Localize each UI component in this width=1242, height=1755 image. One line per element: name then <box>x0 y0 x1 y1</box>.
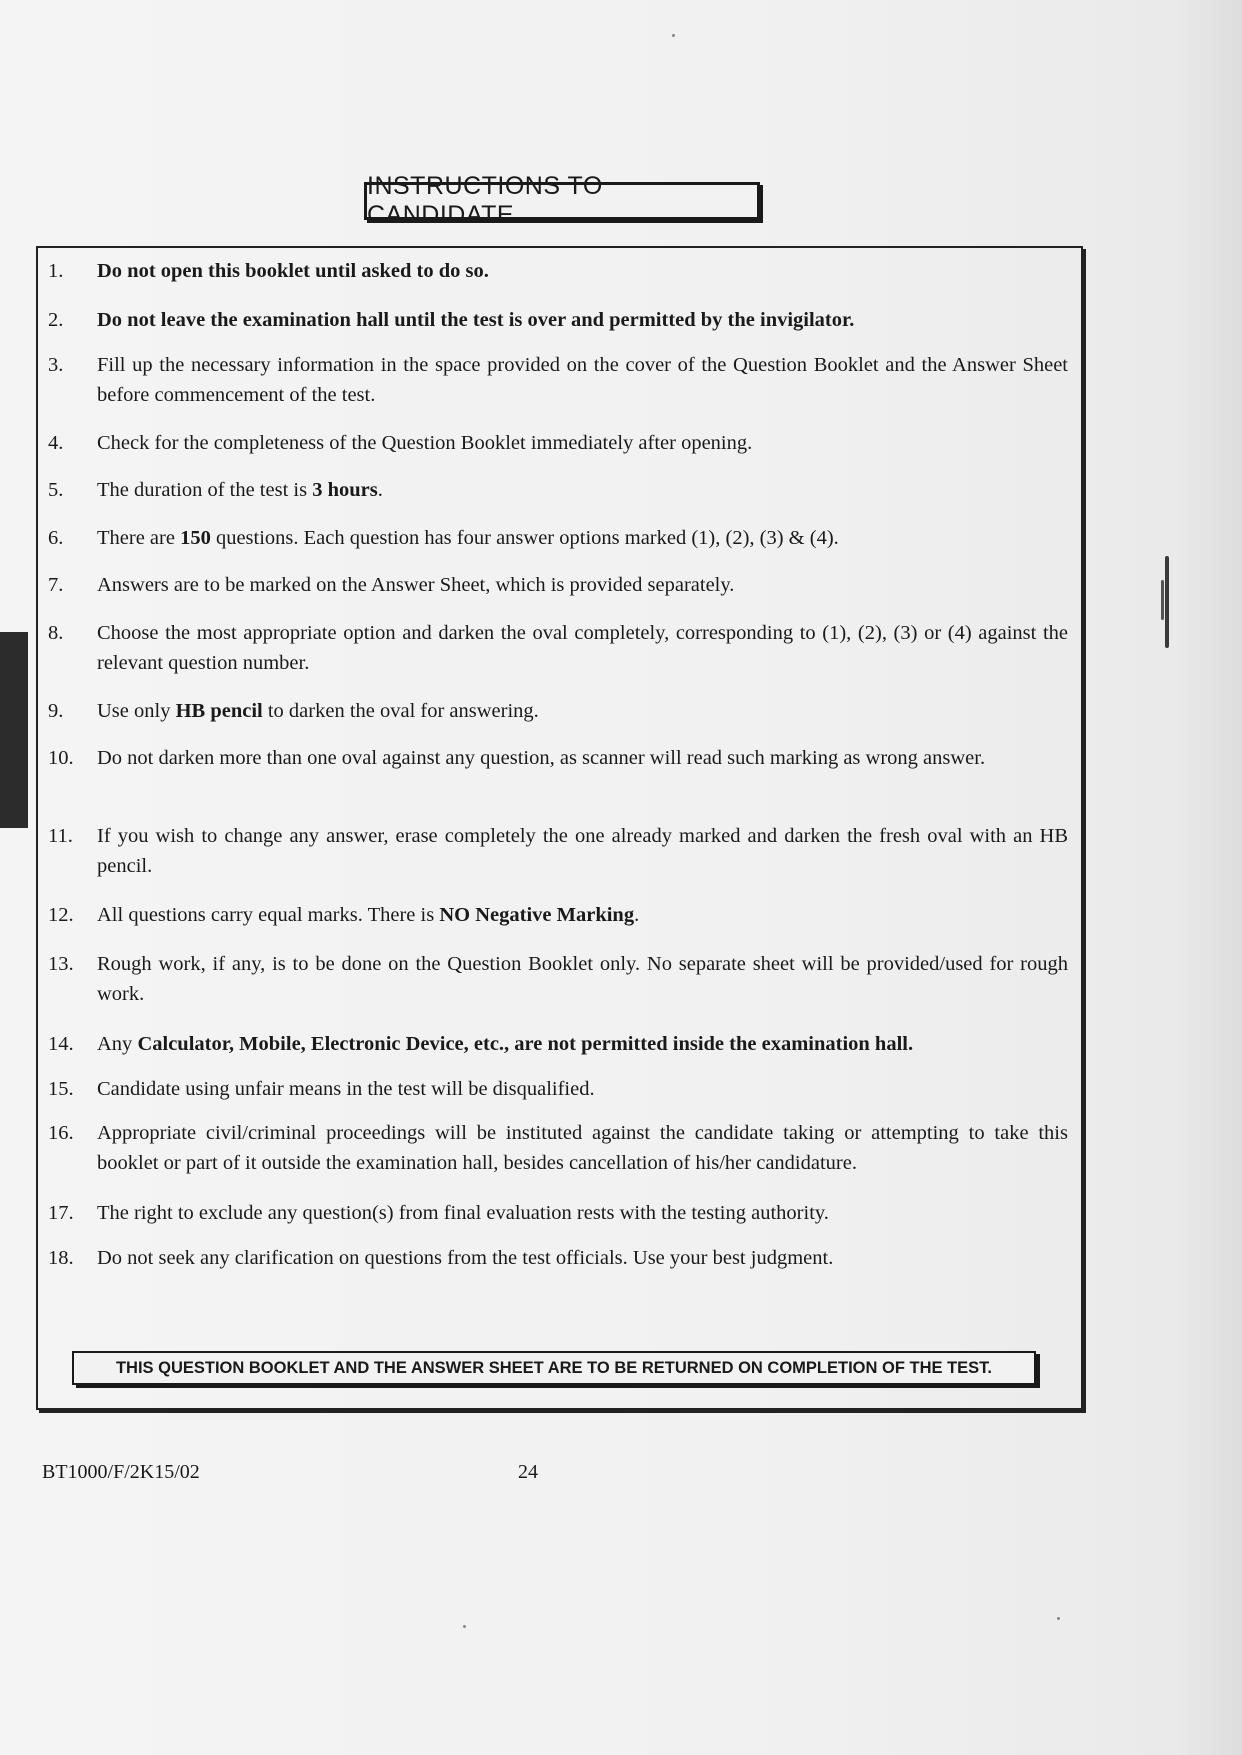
instruction-number: 18. <box>48 1247 74 1269</box>
instruction-text-run: Do not darken more than one oval against any question, as scanner will read such marking as wrong answer. <box>97 747 986 769</box>
instruction-text <box>97 900 1068 930</box>
instruction-item <box>48 475 1068 505</box>
instruction-number: 16. <box>48 1122 74 1144</box>
instruction-text-run: . <box>377 479 383 501</box>
instruction-text <box>97 696 1068 726</box>
instruction-text <box>97 1074 1068 1104</box>
instruction-text <box>97 743 1068 773</box>
instruction-text-bold: Do not open this booklet until asked to do so. <box>97 260 489 282</box>
instruction-number: 14. <box>48 1033 74 1055</box>
dust-speck <box>463 1625 466 1628</box>
instruction-text-run: Use only <box>97 700 176 722</box>
page-number: 24 <box>518 1461 538 1483</box>
instruction-item <box>48 821 1068 881</box>
instruction-text-bold: Do not leave the examination hall until the test is over and permitted by the invigilator. <box>97 309 855 331</box>
instruction-text-run: Rough work, if any, is to be done on the Question Booklet only. No separate sheet will be provided/used for rough work. <box>97 953 1068 1005</box>
instruction-number: 10. <box>48 747 74 769</box>
instruction-number: 2. <box>48 309 64 331</box>
instruction-text <box>97 1243 1068 1273</box>
instruction-text-run: If you wish to change any answer, erase completely the one already marked and darken the fresh oval with an HB pencil. <box>97 825 1068 877</box>
instruction-text-run: Check for the completeness of the Question Booklet immediately after opening. <box>97 432 753 454</box>
instruction-text-bold: Calculator, Mobile, Electronic Device, etc., are not permitted inside the examination hall. <box>137 1033 914 1055</box>
instruction-text-bold: 3 hours <box>312 479 378 501</box>
instruction-text-run: Choose the most appropriate option and darken the oval completely, corresponding to (1), (2), (3) or (4) against the relevant question number. <box>97 622 1068 674</box>
instruction-text-run: Candidate using unfair means in the test will be disqualified. <box>97 1078 595 1100</box>
instruction-text-run: . <box>634 904 640 926</box>
instruction-item <box>48 618 1068 678</box>
instruction-text-bold: 150 <box>180 527 211 549</box>
instruction-item <box>48 350 1068 410</box>
instruction-text <box>97 570 1068 600</box>
instruction-item <box>48 1074 1068 1104</box>
instruction-text-run: The right to exclude any question(s) from final evaluation rests with the testing authority. <box>97 1202 829 1224</box>
instruction-number: 11. <box>48 825 73 847</box>
instruction-item <box>48 900 1068 930</box>
return-notice: THIS QUESTION BOOKLET AND THE ANSWER SHEET ARE TO BE RETURNED ON COMPLETION OF THE TEST. <box>72 1351 1036 1385</box>
instruction-text <box>97 1029 1068 1059</box>
instruction-number: 17. <box>48 1202 74 1224</box>
instruction-item <box>48 1029 1068 1059</box>
instruction-text-run: All questions carry equal marks. There is <box>97 904 440 926</box>
instruction-item <box>48 256 1068 286</box>
instruction-number: 8. <box>48 622 64 644</box>
instructions-title: INSTRUCTIONS TO CANDIDATE <box>364 182 760 220</box>
instruction-item <box>48 949 1068 1009</box>
instruction-text-run: Fill up the necessary information in the space provided on the cover of the Question Booklet and the Answer Sheet before commencement of the test. <box>97 354 1068 406</box>
instruction-text-run: Do not seek any clarification on questions from the test officials. Use your best judgment. <box>97 1247 834 1269</box>
instruction-text-run: The duration of the test is <box>97 479 313 501</box>
staple-mark <box>1165 556 1169 648</box>
dust-speck <box>1057 1617 1060 1620</box>
instruction-number: 6. <box>48 527 64 549</box>
instruction-number: 9. <box>48 700 64 722</box>
instruction-text-run: There are <box>97 527 181 549</box>
dust-speck <box>672 34 675 37</box>
instruction-number: 5. <box>48 479 64 501</box>
instruction-number: 4. <box>48 432 64 454</box>
instruction-number: 12. <box>48 904 74 926</box>
instruction-text <box>97 256 1068 286</box>
instruction-text <box>97 821 1068 881</box>
instruction-text-run: to darken the oval for answering. <box>262 700 539 722</box>
instruction-text-bold: NO Negative Marking <box>439 904 635 926</box>
instruction-item <box>48 523 1068 553</box>
instruction-text <box>97 523 1068 553</box>
instruction-number: 15. <box>48 1078 74 1100</box>
instruction-item <box>48 428 1068 458</box>
instruction-item <box>48 1118 1068 1178</box>
instruction-item <box>48 570 1068 600</box>
instruction-text <box>97 428 1068 458</box>
binding-tab <box>0 632 28 828</box>
instruction-text <box>97 350 1068 410</box>
instruction-text <box>97 1198 1068 1228</box>
instruction-text-run: questions. Each question has four answer options marked (1), (2), (3) & (4). <box>210 527 839 549</box>
instruction-item <box>48 1243 1068 1273</box>
instruction-item <box>48 305 1068 335</box>
booklet-code: BT1000/F/2K15/02 <box>42 1461 200 1483</box>
instruction-item <box>48 743 1068 773</box>
instruction-text <box>97 618 1068 678</box>
instruction-number: 13. <box>48 953 74 975</box>
instruction-text-run: Any <box>97 1033 138 1055</box>
instruction-text <box>97 305 1068 335</box>
instruction-number: 3. <box>48 354 64 376</box>
instruction-text <box>97 949 1068 1009</box>
instruction-text <box>97 475 1068 505</box>
instruction-number: 1. <box>48 260 64 282</box>
staple-mark-inner <box>1161 580 1164 620</box>
instruction-number: 7. <box>48 574 64 596</box>
instruction-item <box>48 1198 1068 1228</box>
instruction-text-run: Answers are to be marked on the Answer Sheet, which is provided separately. <box>97 574 735 596</box>
instruction-item <box>48 696 1068 726</box>
page-edge-shadow <box>1172 0 1242 1755</box>
instruction-text-run: Appropriate civil/criminal proceedings will be instituted against the candidate taking or attempting to take this booklet or part of it outside the examination hall, besides cancellation of his/her candidature. <box>97 1122 1068 1174</box>
instruction-text <box>97 1118 1068 1178</box>
instruction-text-bold: HB pencil <box>175 700 263 722</box>
